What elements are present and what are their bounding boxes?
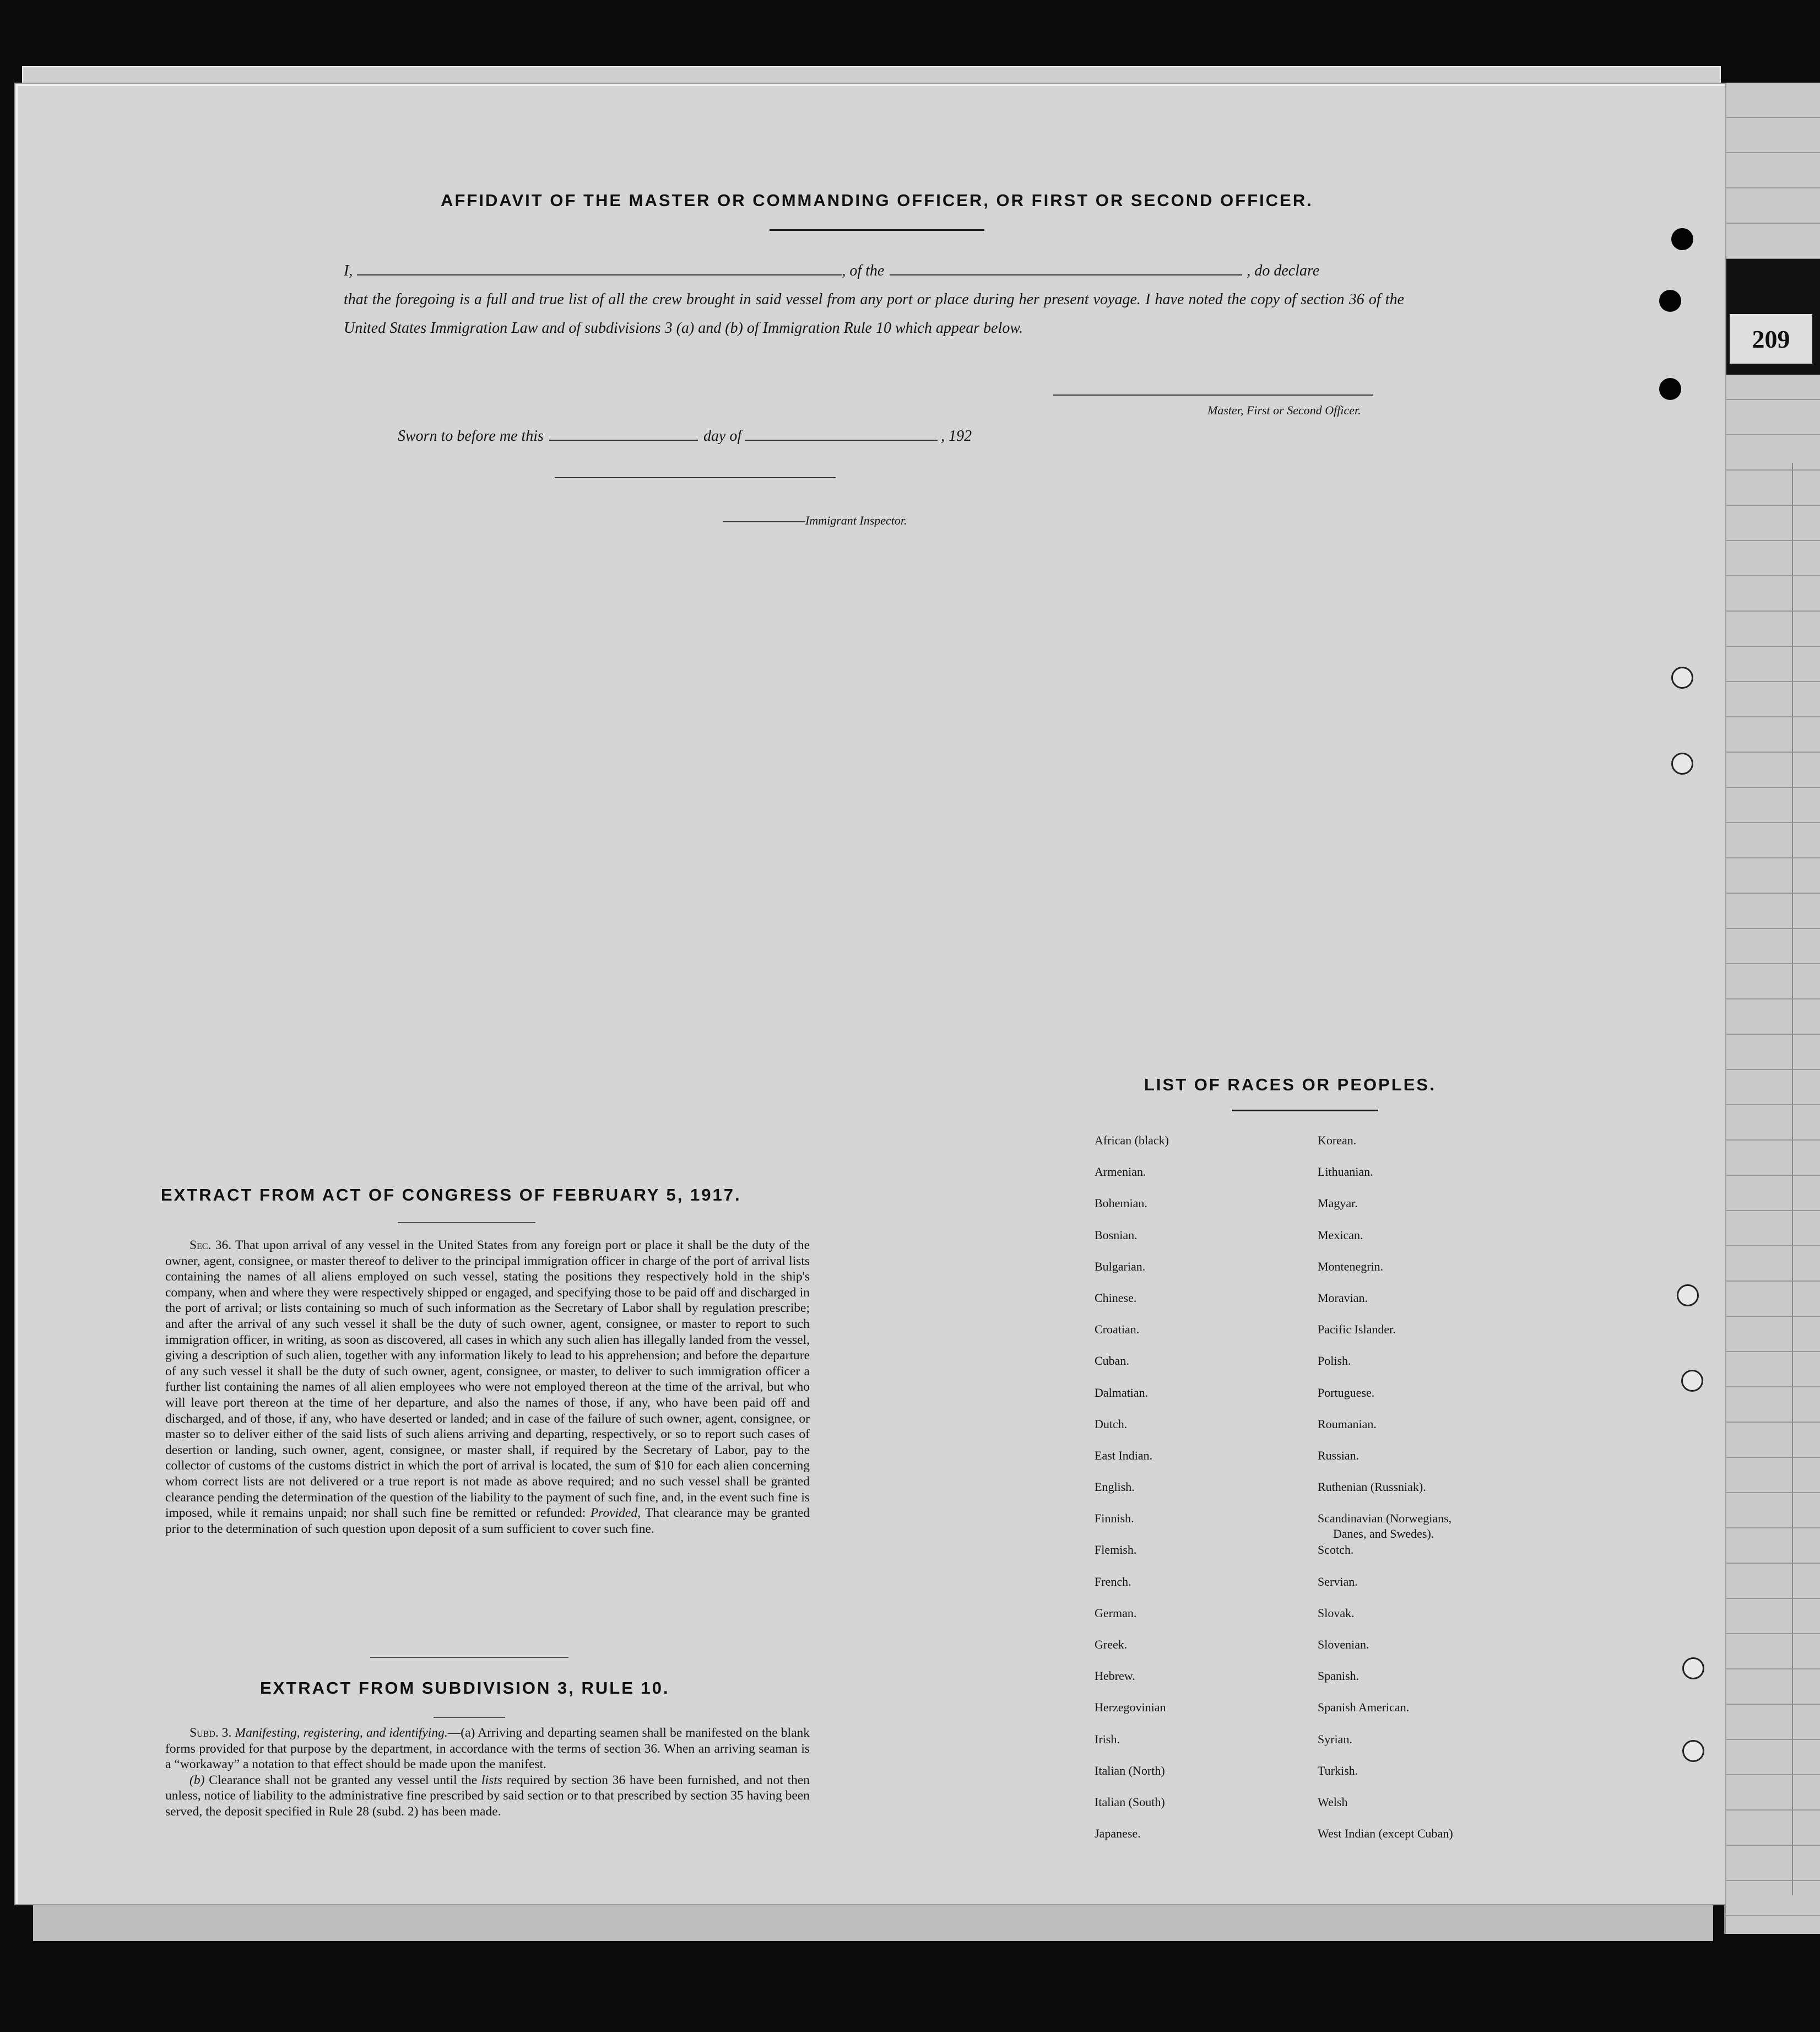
subd-b-paragraph	[165, 1772, 810, 1820]
subd-b-label: (b)	[189, 1772, 205, 1787]
affidavit-vessel-label: , of the	[842, 262, 885, 279]
race-item: Hebrew.	[1095, 1669, 1135, 1683]
race-item: Moravian.	[1318, 1290, 1368, 1305]
rule-extract-title: EXTRACT FROM SUBDIVISION 3, RULE 10.	[260, 1678, 670, 1698]
affidavit-prefix: I,	[344, 262, 353, 279]
race-item: Dalmatian.	[1095, 1385, 1149, 1399]
race-item-continuation: Danes, and Swedes).	[1333, 1527, 1434, 1541]
race-item: Italian (North)	[1095, 1763, 1165, 1777]
inspector-short-line	[723, 521, 805, 522]
rule-extract-body	[165, 1725, 810, 1820]
master-signature-label: Master, First or Second Officer.	[1207, 403, 1361, 417]
rule-extract-rule	[434, 1717, 505, 1718]
punch-hole-icon	[1682, 1740, 1704, 1762]
section-36-text: That upon arrival of any vessel in the United States from any foreign port or place it shall be the duty of the owner, agent, consignee, or master thereof to deliver to the principal immigration officer in charge of the port of arrival lists containing the names of all aliens employed on such vessel, stating the positions they respectively hold in the ship's company, when and where they were respectively shipped or engaged, and specifying those to be paid off and discharged in the port of arrival; or lists containing so much of such information as the Secretary of Labor shall by regulation prescribe; and after the arrival of any such vessel it shall be the duty of such owner, agent, consignee, or master to report to such immigration officer, in writing, as soon as discovered, all cases in which any such alien has illegally landed from the vessel, giving a description of such alien, together with any information likely to lead to his apprehension; and before the departure of any such vessel it shall be the duty of such owner, agent, consignee, or master, to deliver to such immigration officer a further list containing the names of all alien employees who were not employed thereon at the time of the arrival, but who will leave port thereon at the time of her departure, and also the names of those, if any, who have been paid off and discharged, and of those, if any, who have deserted or landed; and in case of the failure of such owner, agent, consignee, or master so to deliver either of the said lists of such aliens arriving and departing, respectively, or so to report such cases of desertion or landing, such owner, agent, consignee, or master shall, if required by the Secretary of Labor, pay to the collector of customs of the customs district in which the port of arrival is located, the sum of $10 for each alien concerning whom correct lists are not delivered or a true report is not made as above required; and no such vessel shall be granted clearance pending the determination of the question of the liability to the payment of such fine, and, in the event such fine is imposed, while it remains unpaid; nor shall such fine be remitted or refunded:	[165, 1238, 810, 1521]
subd-b-lists: lists	[481, 1772, 502, 1787]
race-item: Cuban.	[1095, 1354, 1129, 1368]
punch-hole-icon	[1671, 228, 1693, 250]
sworn-day-label: day of	[703, 428, 742, 445]
race-item: Scandinavian (Norwegians,	[1318, 1511, 1452, 1526]
race-item: Pacific Islander.	[1318, 1322, 1396, 1337]
race-item: Lithuanian.	[1318, 1165, 1373, 1179]
race-item: African (black)	[1095, 1133, 1169, 1147]
sworn-date-blank[interactable]	[549, 423, 698, 441]
race-item: Roumanian.	[1318, 1417, 1377, 1431]
master-signature-line[interactable]	[1053, 394, 1373, 396]
race-item: Polish.	[1318, 1354, 1351, 1368]
race-item: Croatian.	[1095, 1322, 1140, 1337]
race-item: Japanese.	[1095, 1826, 1141, 1841]
race-item: German.	[1095, 1606, 1137, 1620]
race-item: Greek.	[1095, 1638, 1128, 1651]
race-item: Italian (South)	[1095, 1795, 1165, 1809]
race-item: Magyar.	[1318, 1196, 1358, 1210]
races-title: LIST OF RACES OR PEOPLES.	[1144, 1075, 1436, 1094]
race-item: Bulgarian.	[1095, 1259, 1146, 1273]
bottom-sheet-strip	[33, 1901, 1713, 1941]
inspector-signature-line[interactable]	[555, 477, 836, 478]
master-name-blank[interactable]	[357, 258, 842, 275]
race-item: Bosnian.	[1095, 1228, 1138, 1242]
race-item: Scotch.	[1318, 1543, 1354, 1557]
affidavit-title-rule	[770, 229, 984, 231]
race-item: English.	[1095, 1480, 1135, 1494]
race-item-multiline	[1318, 1511, 1453, 1542]
subd-heading: Manifesting, registering, and identifying.	[235, 1726, 448, 1740]
vessel-name-blank[interactable]	[890, 258, 1242, 275]
race-item: Turkish.	[1318, 1763, 1358, 1777]
race-item: Portuguese.	[1318, 1385, 1375, 1399]
sworn-month-blank[interactable]	[745, 423, 938, 441]
subd-label: Subd. 3.	[189, 1726, 232, 1740]
subd-a-paragraph	[165, 1725, 810, 1772]
punch-hole-icon	[1677, 1284, 1699, 1306]
race-item: Flemish.	[1095, 1543, 1137, 1557]
act-extract-rule	[398, 1222, 535, 1223]
race-item: Armenian.	[1095, 1165, 1146, 1179]
section-36-paragraph	[165, 1237, 810, 1537]
race-item: Korean.	[1318, 1133, 1357, 1147]
race-item: Finnish.	[1095, 1511, 1134, 1526]
inspector-label: Immigrant Inspector.	[805, 514, 907, 527]
race-item: Dutch.	[1095, 1417, 1128, 1431]
affidavit-body: that the foregoing is a full and true list of all the crew brought in said vessel from any port or place during her present voyage. I have noted the copy of section 36 of the United States Immigration Law and of subdivisions 3 (a) and (b) of Immigration Rule 10 which appear below.	[344, 291, 1404, 337]
race-item: Bohemian.	[1095, 1196, 1147, 1210]
punch-hole-icon	[1682, 1657, 1704, 1679]
race-item: Welsh	[1318, 1795, 1348, 1809]
race-item: Spanish.	[1318, 1669, 1359, 1683]
race-item: Ruthenian (Russniak).	[1318, 1480, 1426, 1494]
sworn-year-label: , 192	[941, 428, 972, 445]
punch-hole-icon	[1659, 290, 1681, 312]
affidavit-text	[344, 257, 1404, 343]
races-right-column	[1318, 1133, 1453, 1857]
race-item: Spanish American.	[1318, 1700, 1410, 1715]
race-item: Herzegovinian	[1095, 1700, 1166, 1715]
subd-a-text: Arriving and departing seamen shall be manifested on the blank forms provided for that purpose by the department, in accordance with the terms of section 36. When an arriving seaman is a “workaway” a notation to that effect should be made upon the manifest.	[165, 1726, 810, 1772]
rule-extract-separator	[370, 1657, 568, 1658]
race-item: Slovak.	[1318, 1606, 1355, 1620]
races-left-column	[1095, 1133, 1169, 1857]
race-item: West Indian (except Cuban)	[1318, 1826, 1453, 1841]
affidavit-declaration-line	[344, 257, 1404, 285]
race-item: French.	[1095, 1574, 1131, 1588]
race-item: Irish.	[1095, 1732, 1120, 1746]
proviso-text: That clearance may be granted prior to the determination of such question upon deposit of a sum sufficient to cover such fine.	[165, 1506, 810, 1536]
race-item: Servian.	[1318, 1574, 1358, 1588]
act-extract-title: EXTRACT FROM ACT OF CONGRESS OF FEBRUARY 5, 1917.	[161, 1185, 741, 1204]
proviso-label: Provided,	[590, 1506, 641, 1521]
punch-hole-icon	[1681, 1370, 1703, 1392]
race-item: Mexican.	[1318, 1228, 1363, 1242]
race-item: Russian.	[1318, 1448, 1359, 1462]
section-label: Sec. 36.	[189, 1238, 232, 1252]
punch-hole-icon	[1659, 378, 1681, 400]
race-item: Montenegrin.	[1318, 1259, 1384, 1273]
act-extract-body	[165, 1237, 810, 1537]
races-title-rule	[1232, 1110, 1378, 1111]
subd-b-text-1: Clearance shall not be granted any vessel until the	[209, 1772, 478, 1787]
page-number: 209	[1730, 314, 1812, 364]
race-item: East Indian.	[1095, 1448, 1153, 1462]
punch-hole-icon	[1671, 753, 1693, 775]
manifest-page	[15, 84, 1725, 1904]
ledger-rule	[1792, 463, 1793, 1895]
subd-b-text-2: required by section 36 have been furnished, and not then unless, notice of liability to the administrative fine prescribed by said section or to that prescribed by section 35 having been served, the deposit specified in Rule 28 (subd. 2) has been made.	[165, 1772, 810, 1819]
race-item: Slovenian.	[1318, 1638, 1369, 1651]
race-item: Syrian.	[1318, 1732, 1352, 1746]
punch-hole-icon	[1671, 667, 1693, 689]
affidavit-declare-label: , do declare	[1247, 262, 1320, 279]
affidavit-title: AFFIDAVIT OF THE MASTER OR COMMANDING OFFICER, OR FIRST OR SECOND OFFICER.	[441, 191, 1313, 210]
subd-a-label: —(a)	[447, 1726, 475, 1740]
sworn-line	[398, 423, 972, 445]
sworn-prefix: Sworn to before me this	[398, 428, 544, 445]
race-item: Chinese.	[1095, 1290, 1137, 1305]
